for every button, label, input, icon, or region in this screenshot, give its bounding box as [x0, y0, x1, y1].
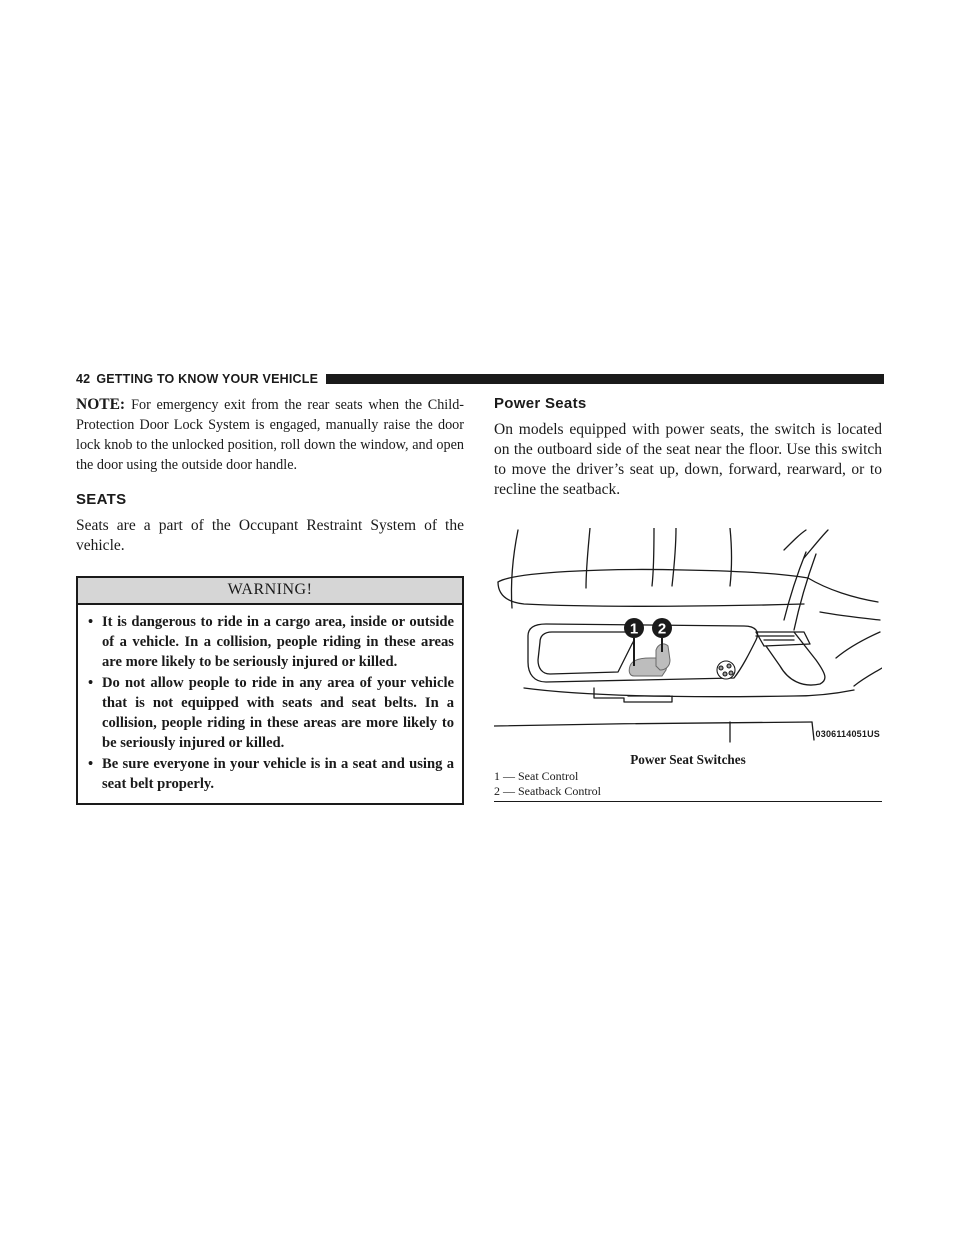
warning-box — [76, 576, 464, 805]
power-seats-paragraph: On models equipped with power seats, the switch is located on the outboard side of the seat near the floor. Use this switch to move the driver’s seat up, down, forward, rearward, or to recline the seatback. — [494, 421, 882, 498]
warning-title: WARNING! — [78, 578, 462, 605]
seats-heading: SEATS — [76, 491, 127, 508]
callout-2: 2 — [657, 620, 667, 638]
seat-drawing — [494, 528, 882, 750]
page-number: 42 — [76, 372, 91, 386]
page-header — [76, 370, 884, 388]
legend-item: 1 — Seat Control — [494, 769, 579, 783]
warning-item: • Do not allow people to ride in any area of your vehicle that is not equipped with seats and seat belts. In a collision, people riding in these areas are more likely to be seriously injured or killed. — [88, 675, 454, 751]
bullet-icon: • — [88, 675, 94, 691]
figure-code: 0306114051US — [815, 729, 880, 739]
bullet-icon: • — [88, 614, 94, 630]
header-rule — [326, 374, 884, 384]
warning-item: • Be sure everyone in your vehicle is in a seat and using a seat belt properly. — [88, 756, 454, 792]
left-column — [76, 395, 464, 805]
callout-1: 1 — [629, 620, 639, 638]
warning-item: • It is dangerous to ride in a cargo area, inside or outside of a vehicle. In a collision, people riding in these areas are more likely to be seriously injured or killed. — [88, 614, 454, 670]
note-paragraph — [76, 395, 464, 475]
chapter-title: GETTING TO KNOW YOUR VEHICLE — [96, 372, 319, 386]
note-label: NOTE: — [76, 396, 126, 413]
legend-item: 2 — Seatback Control — [494, 784, 601, 798]
power-seats-heading: Power Seats — [494, 395, 587, 412]
legend-rule — [494, 801, 882, 802]
figure-caption: Power Seat Switches — [630, 752, 746, 767]
bullet-icon: • — [88, 756, 94, 772]
right-column — [494, 395, 882, 802]
seats-paragraph: Seats are a part of the Occupant Restraint System of the vehicle. — [76, 517, 464, 554]
warning-list — [78, 605, 462, 803]
figure-legend — [494, 769, 882, 799]
note-text: For emergency exit from the rear seats when the Child-Protection Door Lock System is engaged, manually raise the door lock knob to the unlocked position, roll down the window, and open the door using the outside door handle. — [76, 397, 465, 473]
power-seat-illustration — [494, 528, 882, 750]
